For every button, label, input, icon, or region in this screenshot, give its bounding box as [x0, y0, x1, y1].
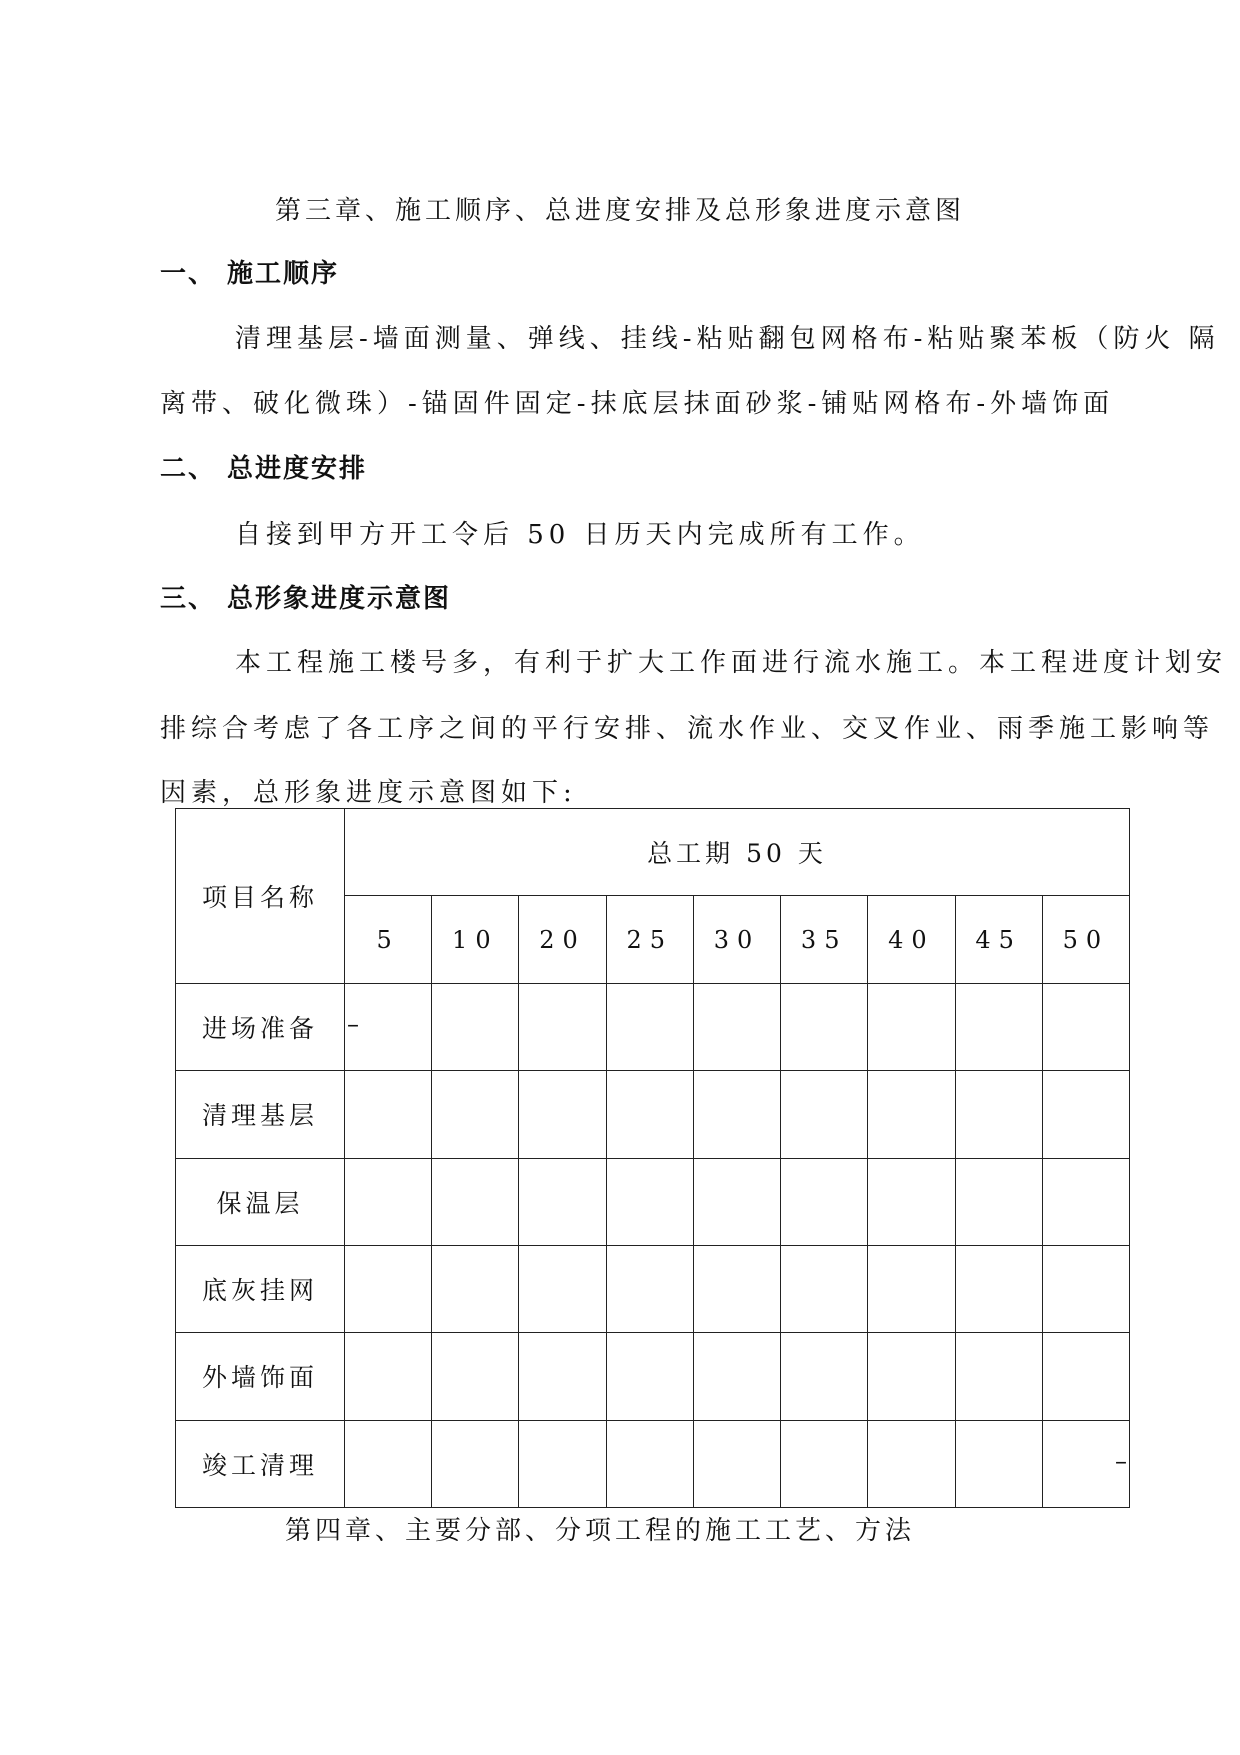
- section-3-paragraph-line-2: 排综合考虑了各工序之间的平行安排、流水作业、交叉作业、雨季施工影响等: [160, 714, 1215, 744]
- progress-cell: [519, 1158, 606, 1245]
- progress-cell: [955, 1245, 1042, 1332]
- day-header: 45: [955, 896, 1042, 983]
- progress-cell: [1042, 1245, 1129, 1332]
- day-header: 35: [781, 896, 868, 983]
- progress-cell: [519, 983, 606, 1070]
- table-row: [176, 983, 1130, 1070]
- progress-cell: [606, 1333, 693, 1420]
- progress-cell: [345, 1071, 432, 1158]
- progress-cell: [345, 983, 432, 1070]
- name-column-header: 项目名称: [176, 809, 345, 984]
- progress-cell: [432, 1245, 519, 1332]
- progress-cell: [345, 1420, 432, 1507]
- progress-cell: [781, 1071, 868, 1158]
- total-period-header: 总工期 50 天: [345, 809, 1130, 896]
- progress-cell: [693, 1158, 780, 1245]
- section-1-paragraph-line-1: 清理基层-墙面测量、弹线、挂线-粘贴翻包网格布-粘贴聚苯板（防火 隔: [235, 324, 1220, 354]
- task-name-cell: 外墙饰面: [176, 1333, 345, 1420]
- table-row: [176, 1071, 1130, 1158]
- progress-cell: [606, 1158, 693, 1245]
- section-1-paragraph-line-2: 离带、破化微珠）-锚固件固定-抹底层抹面砂浆-铺贴网格布-外墙饰面: [160, 389, 1115, 419]
- progress-cell: [868, 1245, 955, 1332]
- progress-cell: [781, 1420, 868, 1507]
- progress-cell: [1042, 983, 1129, 1070]
- progress-cell: [1042, 1333, 1129, 1420]
- progress-cell: [955, 983, 1042, 1070]
- progress-cell: [868, 1158, 955, 1245]
- section-3-heading: 三、 总形象进度示意图: [160, 584, 452, 614]
- progress-cell: [868, 1071, 955, 1158]
- progress-cell: [955, 1158, 1042, 1245]
- day-header: 40: [868, 896, 955, 983]
- progress-cell: [868, 983, 955, 1070]
- task-name-cell: 进场准备: [176, 983, 345, 1070]
- task-name-cell: 清理基层: [176, 1071, 345, 1158]
- table-row: [176, 1420, 1130, 1507]
- table-row: [176, 1245, 1130, 1332]
- progress-cell: [432, 1071, 519, 1158]
- section-2-paragraph-line-1: 自接到甲方开工令后 50 日历天内完成所有工作。: [235, 520, 925, 550]
- progress-cell: [432, 1158, 519, 1245]
- chapter-4-title: 第四章、主要分部、分项工程的施工工艺、方法: [284, 1516, 915, 1546]
- progress-cell: [606, 1071, 693, 1158]
- table-row: [176, 1333, 1130, 1420]
- progress-cell: [868, 1420, 955, 1507]
- section-1-heading: 一、 施工顺序: [160, 259, 340, 289]
- progress-cell: [519, 1333, 606, 1420]
- progress-cell: [345, 1333, 432, 1420]
- day-header: 25: [606, 896, 693, 983]
- progress-cell: [781, 1158, 868, 1245]
- progress-cell: [955, 1333, 1042, 1420]
- progress-cell: [693, 1245, 780, 1332]
- progress-cell: [693, 1420, 780, 1507]
- progress-cell: [519, 1420, 606, 1507]
- day-header: 30: [693, 896, 780, 983]
- section-3-paragraph-line-1: 本工程施工楼号多，有利于扩大工作面进行流水施工。本工程进度计划安: [235, 648, 1228, 678]
- progress-cell: [955, 1420, 1042, 1507]
- schedule-table: [175, 808, 1130, 1508]
- progress-cell: [606, 1245, 693, 1332]
- section-3-paragraph-line-3: 因素，总形象进度示意图如下:: [160, 778, 577, 808]
- progress-mark: –: [1115, 1447, 1127, 1476]
- progress-cell: [345, 1245, 432, 1332]
- progress-cell: [693, 1333, 780, 1420]
- progress-cell: [693, 983, 780, 1070]
- progress-cell: [606, 983, 693, 1070]
- progress-cell: [606, 1420, 693, 1507]
- progress-cell: [345, 1158, 432, 1245]
- progress-cell: [781, 1333, 868, 1420]
- progress-cell: [519, 1071, 606, 1158]
- progress-mark: –: [347, 1010, 359, 1039]
- progress-cell: [868, 1333, 955, 1420]
- chapter-3-title: 第三章、施工顺序、总进度安排及总形象进度示意图: [274, 196, 965, 226]
- day-header: 20: [519, 896, 606, 983]
- schedule-body: [176, 983, 1130, 1507]
- task-name-cell: 竣工清理: [176, 1420, 345, 1507]
- table-row: [176, 1158, 1130, 1245]
- progress-cell: [432, 983, 519, 1070]
- day-header: 50: [1042, 896, 1129, 983]
- progress-cell: [519, 1245, 606, 1332]
- progress-cell: [693, 1071, 780, 1158]
- progress-cell: [781, 983, 868, 1070]
- day-header: 10: [432, 896, 519, 983]
- section-2-heading: 二、 总进度安排: [160, 454, 368, 484]
- progress-cell: [781, 1245, 868, 1332]
- table-header-row: [176, 809, 1130, 896]
- progress-cell: [432, 1333, 519, 1420]
- progress-cell: [1042, 1071, 1129, 1158]
- task-name-cell: 保温层: [176, 1158, 345, 1245]
- progress-cell: [432, 1420, 519, 1507]
- task-name-cell: 底灰挂网: [176, 1245, 345, 1332]
- progress-cell: [955, 1071, 1042, 1158]
- progress-cell: [1042, 1158, 1129, 1245]
- progress-cell: [1042, 1420, 1129, 1507]
- day-header: 5: [345, 896, 432, 983]
